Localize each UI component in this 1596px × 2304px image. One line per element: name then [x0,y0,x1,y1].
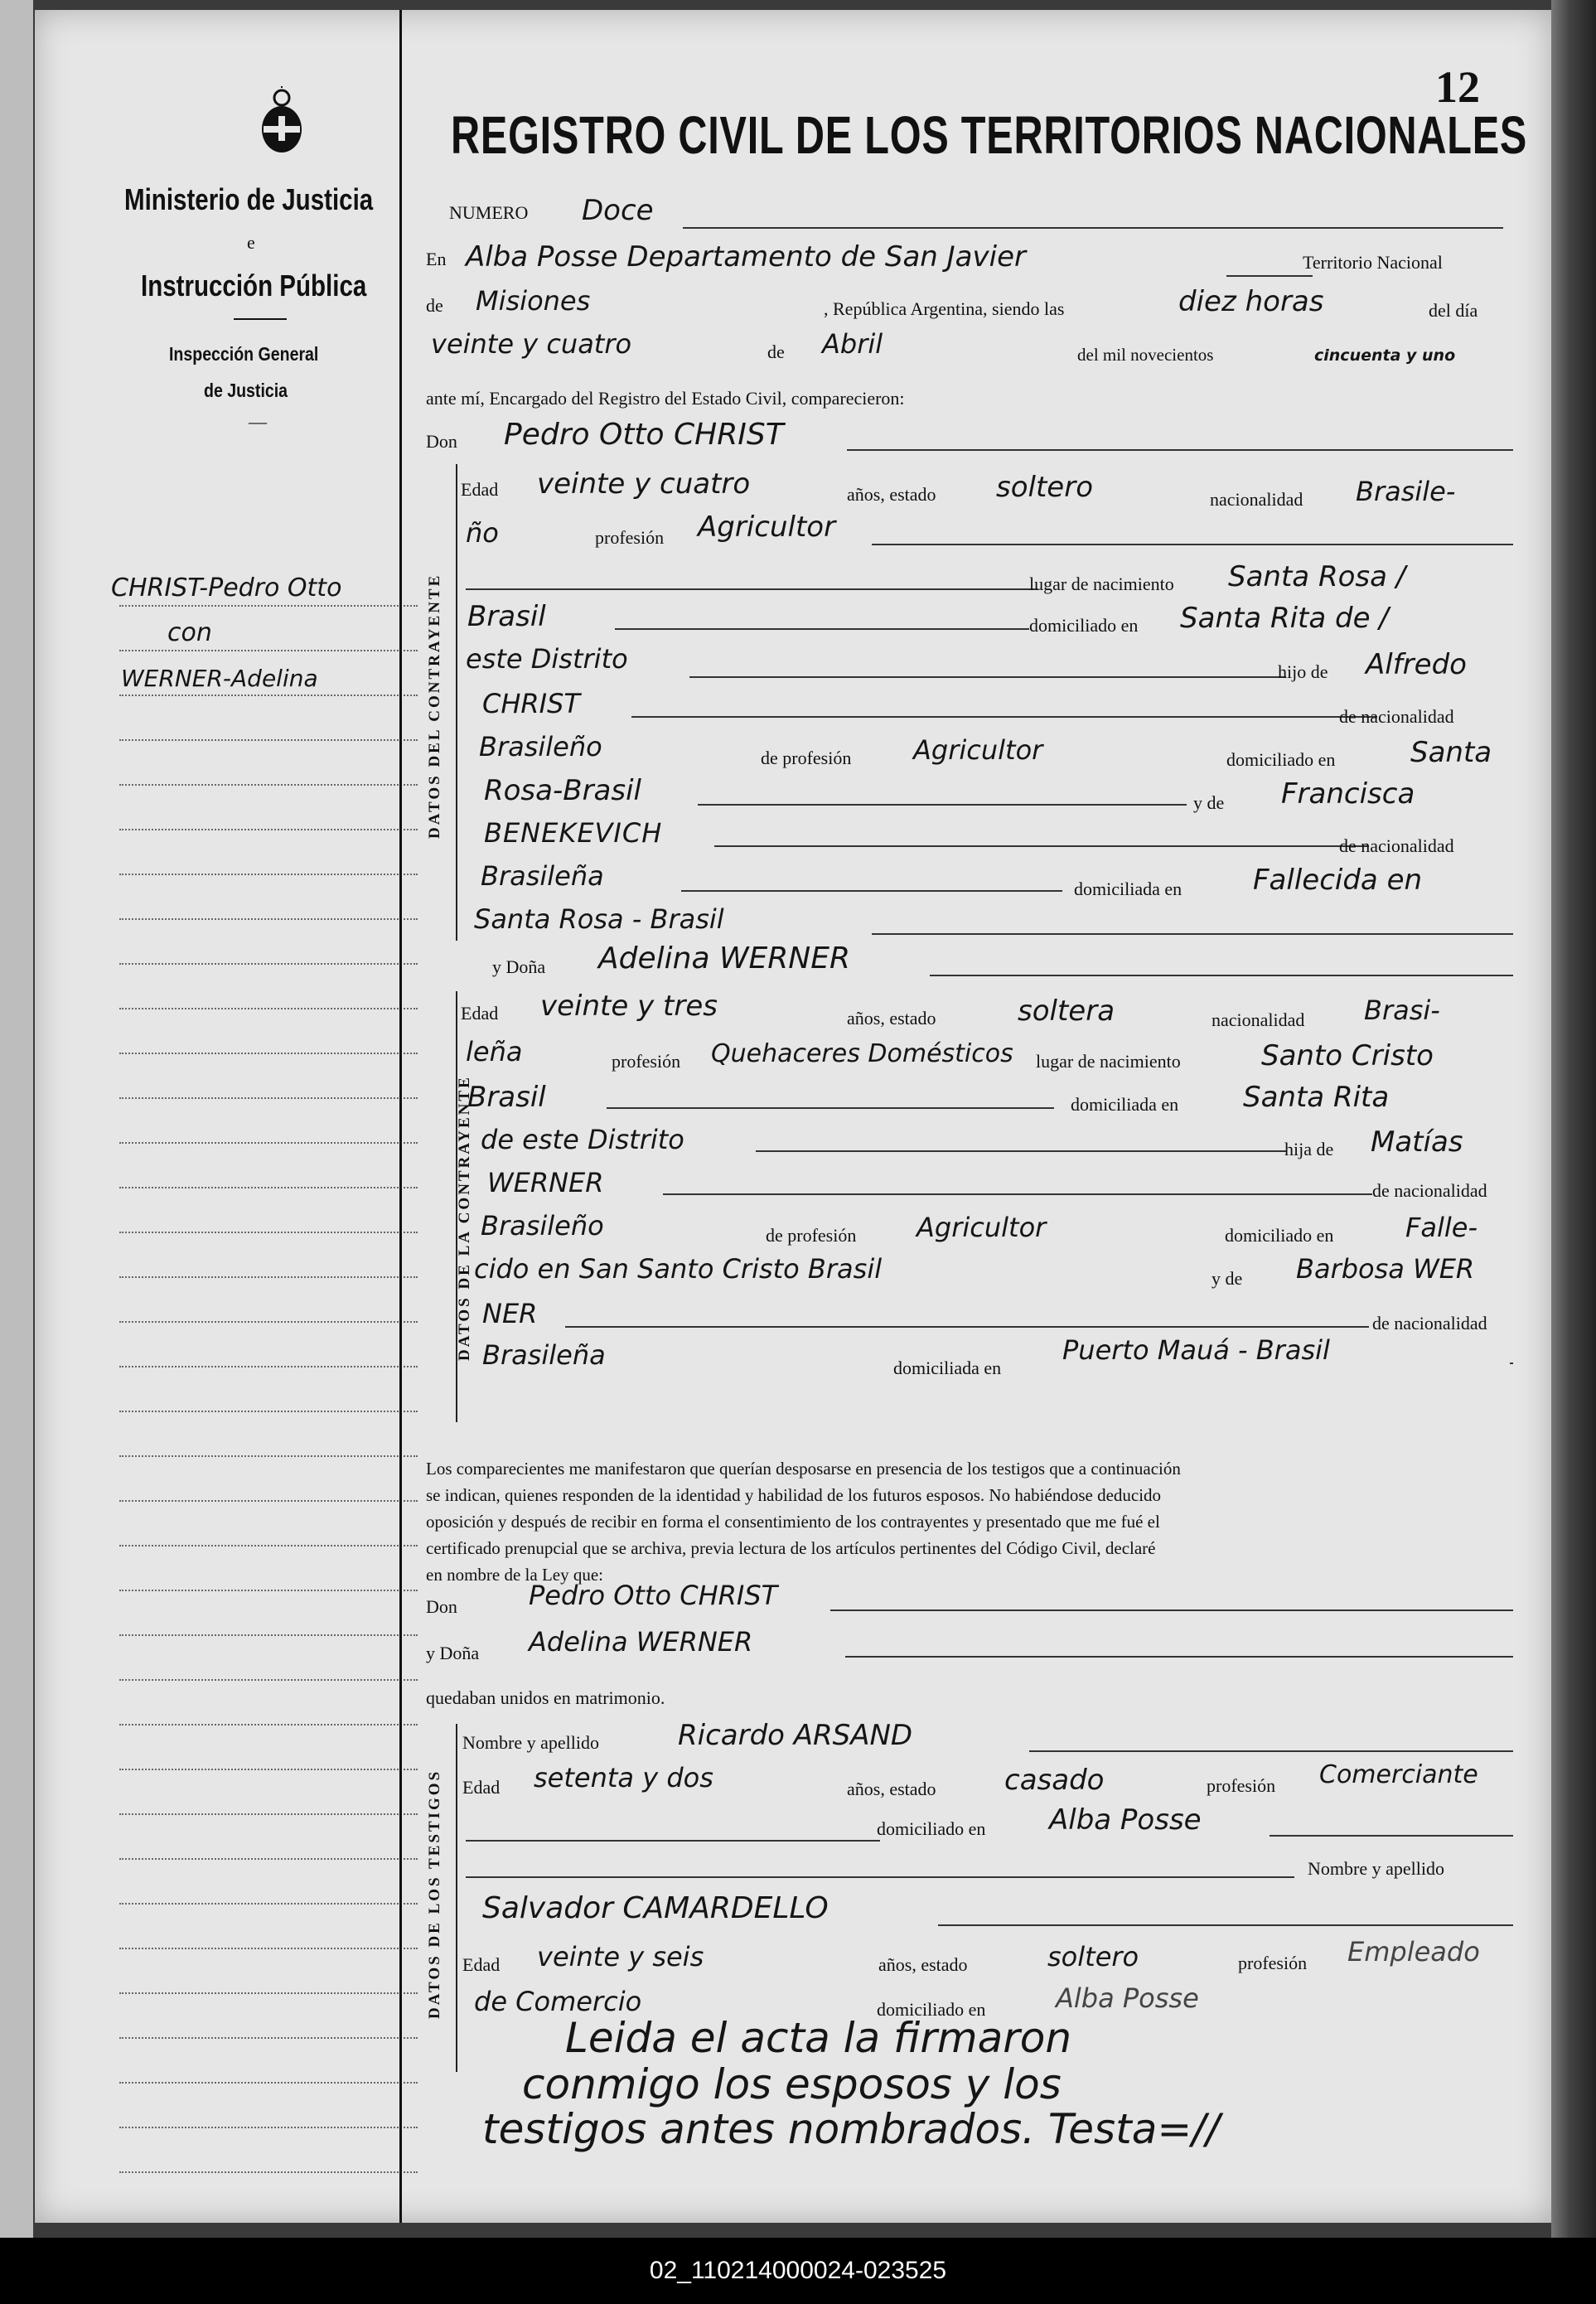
bride-mother-denac-label: de nacionalidad [1372,1313,1487,1334]
groom-nac-value-2: ño [466,517,499,549]
bride-side-label: DATOS DE LA CONTRAYENTE [456,1075,473,1361]
de-value: Misiones [476,285,591,317]
fill-line [681,890,1062,892]
bride-yde-label: y de [1212,1268,1243,1289]
margin-dotted-line [119,1724,418,1726]
groom-edad-label: Edad [461,479,499,500]
groom-denac-label: de nacionalidad [1339,706,1454,727]
groom-edad-value: veinte y cuatro [537,467,751,501]
groom-mother-dom-2: Santa Rosa - Brasil [474,903,724,935]
margin-dotted-line [119,605,418,607]
fill-line [698,804,1187,806]
anio-label: del mil novecientos [1077,345,1214,365]
margin-dotted-line [119,1053,418,1054]
witness2-edad-label: Edad [462,1954,501,1975]
witness2-prof-label: profesión [1238,1953,1308,1973]
margin-dotted-line [119,1590,418,1591]
margin-dotted-line [119,1769,418,1770]
margin-note-line1: CHRIST-Pedro Otto [111,574,342,603]
numero-value: Doce [582,194,654,227]
en-label: En [426,249,447,269]
groom-mother-dom-1: Fallecida en [1253,864,1423,897]
groom-mother-2: BENEKEVICH [484,817,663,849]
witness1-anos-label: años, estado [847,1779,936,1799]
fill-line [872,544,1513,545]
bride-prof-value: Quehaceres Domésticos [711,1039,1013,1068]
fill-line [663,1193,1372,1195]
don-label: Don [426,431,457,452]
fill-line [830,1609,1513,1611]
anio-value: cincuenta y uno [1314,346,1456,365]
bride-father-dom-1: Falle- [1405,1212,1478,1243]
bride-denac-label: de nacionalidad [1372,1180,1487,1201]
ministry-line1: Ministerio de Justicia [124,182,374,216]
groom-father-nac: Brasileño [479,731,602,762]
bride-lugar-value-1: Santo Cristo [1261,1039,1434,1072]
numero-label: NUMERO [449,202,529,223]
fill-line [615,628,1029,630]
bride-prof-label: profesión [612,1051,681,1072]
register-page [35,10,1551,2223]
groom-hijo-label: hijo de [1278,661,1328,682]
closing-line3: testigos antes nombrados. Testa=// [482,2105,1220,2153]
declaration-line5: en nombre de la Ley que: [426,1565,603,1585]
witness1-dom-label: domiciliado en [877,1818,986,1839]
groom-anos-label: años, estado [847,484,936,505]
bride-deprof-label: de profesión [766,1225,857,1246]
margin-dotted-line [119,2082,418,2084]
margin-dotted-line [119,1813,418,1815]
ante-text: ante mí, Encargado del Registro del Estado Civil, comparecieron: [426,388,905,409]
bride-father-1: Matías [1371,1125,1463,1159]
bride-ydona-label: y Doña [492,956,546,977]
margin-dotted-line [119,2037,418,2039]
ministry-sub1: Inspección General [169,343,319,365]
margin-dotted-line [119,1992,418,1994]
groom-bracket [456,464,457,941]
groom-dom-value-2: este Distrito [466,643,628,675]
witness2-estado: soltero [1047,1941,1139,1972]
bride-edad-label: Edad [461,1003,499,1024]
margin-dotted-line [119,739,418,741]
closing-line2: conmigo los esposos y los [522,2060,1062,2108]
ministry-line3: Instrucción Pública [141,269,367,303]
previous-page-edge [0,0,33,2238]
declaration-don-label: Don [426,1596,457,1617]
bride-mother-1: Barbosa WER [1296,1253,1475,1285]
republica-text: , República Argentina, siendo las [824,298,1065,319]
margin-dotted-line [119,963,418,965]
fill-line [1270,1835,1513,1837]
fill-line [1226,275,1313,277]
margin-dotted-line [119,1858,418,1860]
bride-mother-dom-label: domiciliada en [893,1358,1002,1378]
witness2-prof-2: de Comercio [474,1986,642,2017]
book-spine-edge [1551,0,1596,2238]
groom-estado-value: soltero [996,471,1093,504]
witness1-edad: setenta y dos [534,1762,713,1793]
groom-yde-label: y de [1193,792,1225,813]
page-number: 12 [1435,62,1480,112]
bride-mother-2: NER [482,1298,538,1329]
bride-lugar-label: lugar de nacimiento [1036,1051,1181,1072]
coat-of-arms-icon [259,86,305,156]
groom-lugar-value-1: Santa Rosa / [1228,560,1406,593]
witness1-prof: Comerciante [1319,1760,1478,1789]
bride-father-dom-label: domiciliado en [1225,1225,1334,1246]
declaration-don-value: Pedro Otto CHRIST [529,1580,778,1611]
left-margin-column [35,10,399,2223]
fill-line [689,676,1286,678]
scan-footer [0,2238,1596,2304]
groom-father-dom-1: Santa [1410,736,1492,769]
fill-line [1029,1750,1513,1752]
groom-side-label: DATOS DEL CONTRAYENTE [426,573,443,839]
bride-anos-label: años, estado [847,1008,936,1029]
groom-nac-value-1: Brasile- [1356,476,1456,507]
witness1-edad-label: Edad [462,1777,501,1798]
margin-dotted-line [119,874,418,875]
margin-dotted-line [119,1411,418,1412]
witness2-name: Salvador CAMARDELLO [482,1891,829,1925]
margin-dotted-line [119,1545,418,1546]
groom-prof-label: profesión [595,527,665,548]
fill-line [938,1924,1513,1926]
margin-dotted-line [119,1634,418,1636]
page-title: REGISTRO CIVIL DE LOS TERRITORIOS NACIONALES [451,105,1528,165]
witness2-prof-1: Empleado [1347,1936,1480,1968]
witness1-estado: casado [1004,1764,1105,1797]
margin-dotted-line [119,650,418,651]
margin-dotted-line [119,829,418,830]
witnesses-side-label: DATOS DE LOS TESTIGOS [426,1769,443,2019]
bride-dom-value-2: de este Distrito [481,1124,684,1155]
bride-nac-value-2: leña [466,1036,523,1067]
fill-line [714,845,1369,847]
declaration-line1: Los comparecientes me manifestaron que querían desposarse en presencia de los testigos que a continuación [426,1459,1181,1479]
witness1-prof-label: profesión [1207,1775,1276,1796]
footer-id: 02_110214000024-023525 [649,2257,947,2284]
bride-mother-dom: Puerto Mauá - Brasil [1062,1334,1330,1366]
fill-line [607,1107,1054,1109]
bride-dom-value-1: Santa Rita [1243,1081,1390,1114]
fill-line [872,933,1513,935]
groom-father-dom-2: Rosa-Brasil [484,774,641,807]
fill-line [756,1150,1286,1152]
fill-line [631,716,1377,718]
de2-label: de [767,341,785,362]
groom-lugar-label: lugar de nacimiento [1029,574,1174,594]
declaration-line3: oposición y después de recibir en forma el consentimiento de los contrayentes y presentado que me fué el [426,1512,1160,1532]
margin-dotted-line [119,1455,418,1457]
groom-mother-denac-label: de nacionalidad [1339,835,1454,856]
declaration-line2: se indican, quienes responden de la identidad y habilidad de los futuros esposos. No habiéndose deducido [426,1485,1162,1505]
margin-dotted-line [119,1276,418,1278]
fill-line [466,588,1037,590]
margin-dotted-line [119,1142,418,1144]
margin-dotted-line [119,1187,418,1188]
witnesses-bracket [456,1724,457,2072]
margin-note-line3: WERNER-Adelina [121,665,318,692]
witness1-name: Ricardo ARSAND [678,1719,913,1752]
fill-line [466,1840,880,1842]
witness2-dom: Alba Posse [1056,1982,1199,2014]
witness1-dom: Alba Posse [1049,1803,1202,1837]
ministry-rule [234,318,287,320]
groom-deprof-label: de profesión [761,748,852,768]
groom-prof-value: Agricultor [698,511,836,544]
groom-father-2: CHRIST [482,688,580,719]
del-dia-label: del día [1429,300,1478,321]
groom-dom-label: domiciliado en [1029,615,1139,636]
hora-value: diez horas [1178,285,1324,318]
groom-dom-value-1: Santa Rita de / [1180,602,1389,635]
margin-dotted-line [119,2171,418,2173]
margin-dotted-line [119,784,418,786]
margin-note-line2: con [167,618,212,647]
declaration-line4: certificado prenupcial que se archiva, previa lectura de los artículos pertinentes del Código Civil, declaré [426,1538,1156,1558]
margin-dotted-line [119,1097,418,1099]
fill-line [845,1656,1513,1658]
witness2-anos-label: años, estado [878,1954,968,1975]
bride-name: Adelina WERNER [598,941,850,975]
groom-nac-label: nacionalidad [1210,489,1303,510]
mes-value: Abril [822,328,883,360]
de-label: de [426,295,443,316]
margin-dotted-line [119,1903,418,1905]
margin-dotted-line [119,1500,418,1502]
bride-father-dom-2: cido en San Santo Cristo Brasil [474,1253,883,1285]
ministry-line2: e [247,232,255,253]
bride-mother-nac: Brasileña [482,1339,606,1371]
bride-father-nac: Brasileño [481,1210,604,1242]
bride-lugar-value-2: Brasil [467,1081,546,1114]
declaration-dona-value: Adelina WERNER [529,1626,753,1658]
groom-mother-1: Francisca [1281,777,1415,811]
margin-dotted-line [119,1008,418,1009]
fill-line [466,1876,1294,1878]
fill-line [683,227,1503,229]
bride-dom-label: domiciliada en [1071,1094,1179,1115]
closing-line1: Leida el acta la firmaron [565,2014,1072,2062]
witness2-edad: veinte y seis [537,1941,704,1972]
groom-father-dom-label: domiciliado en [1226,749,1336,770]
bride-edad-value: veinte y tres [540,990,718,1023]
declaration-dona-label: y Doña [426,1643,480,1663]
dia-value: veinte y cuatro [431,328,632,360]
margin-dotted-line [119,2127,418,2128]
witness2-nombre-label: Nombre y apellido [1308,1858,1444,1879]
quedaban-text: quedaban unidos en matrimonio. [426,1687,665,1708]
groom-father-prof: Agricultor [913,734,1043,766]
groom-lugar-value-2: Brasil [467,600,546,633]
margin-dotted-line [119,1948,418,1949]
en-value: Alba Posse Departamento de San Javier [466,240,1026,273]
margin-dotted-line [119,1321,418,1323]
margin-dotted-line [119,1366,418,1367]
fill-line [930,975,1513,976]
witness2-dom-label: domiciliado en [877,1999,986,2020]
witness1-nombre-label: Nombre y apellido [462,1732,599,1753]
ministry-sub2: de Justicia [204,380,288,401]
bride-estado-value: soltera [1018,995,1115,1028]
ministry-dash: — [249,411,267,432]
fill-line [565,1326,1369,1328]
bride-nac-label: nacionalidad [1212,1009,1305,1030]
margin-divider [399,10,402,2223]
margin-dotted-line [119,918,418,920]
margin-dotted-line [119,1232,418,1233]
bride-father-prof: Agricultor [916,1212,1047,1243]
groom-mother-dom-label: domiciliada en [1074,879,1182,899]
bride-hija-label: hija de [1284,1139,1334,1159]
groom-mother-nac: Brasileña [481,860,604,892]
margin-dotted-line [119,695,418,696]
territorio-label: Territorio Nacional [1303,252,1443,273]
fill-line [847,449,1513,451]
margin-dotted-line [119,1679,418,1681]
bride-father-2: WERNER [487,1167,604,1198]
bride-nac-value-1: Brasi- [1364,995,1440,1026]
groom-father-1: Alfredo [1366,648,1467,681]
fill-line [1510,1363,1513,1364]
don-value: Pedro Otto CHRIST [504,418,784,452]
